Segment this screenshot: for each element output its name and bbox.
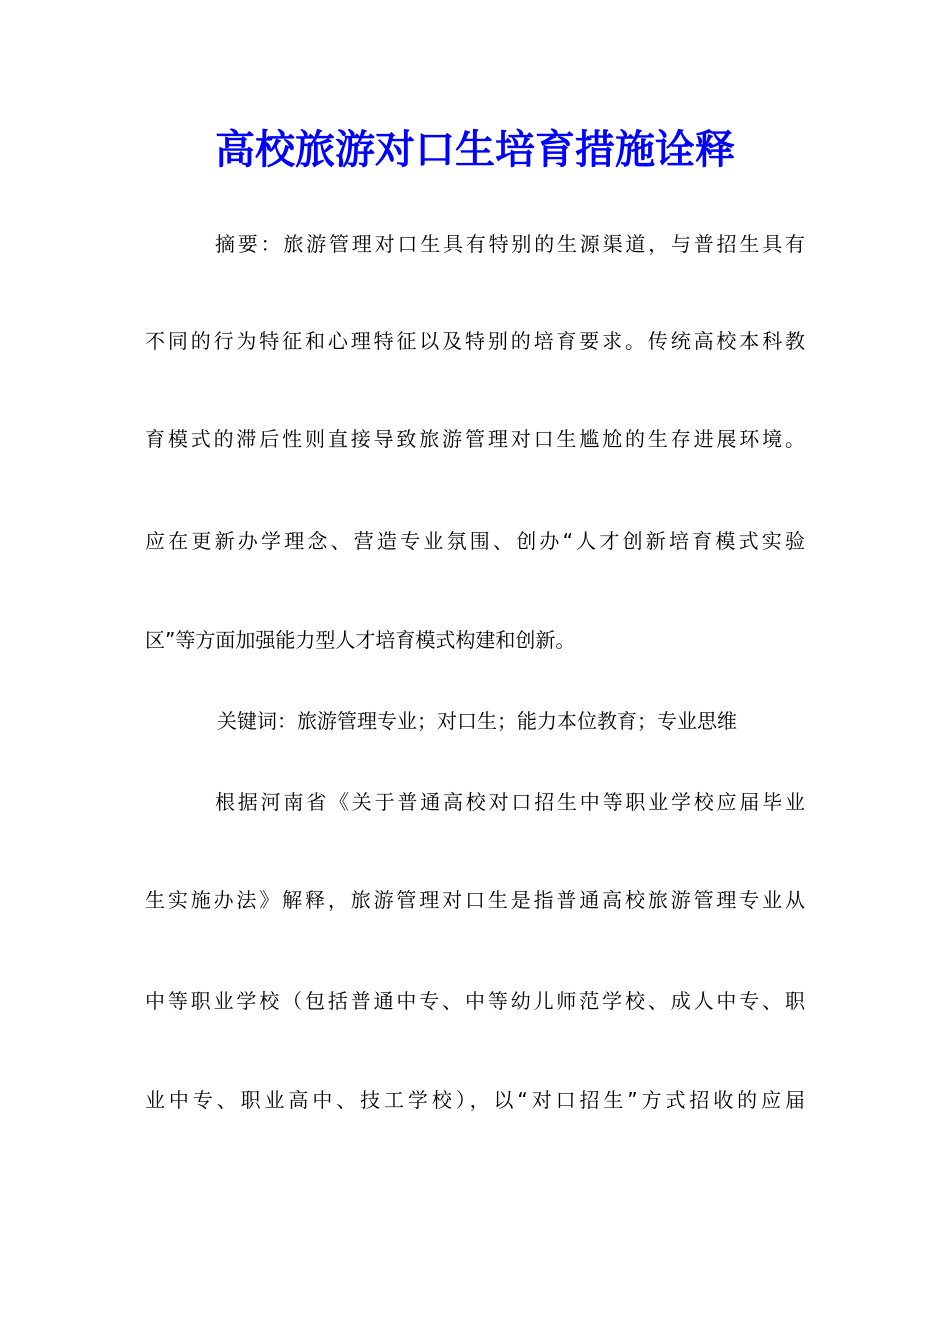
document-title: 高校旅游对口生培育措施诠释 [215, 126, 735, 173]
abstract-line-2: 不同的行为特征和心理特征以及特别的培育要求。传统高校本科教 [145, 329, 805, 353]
body-line-3: 中等职业学校（包括普通中专、中等幼儿师范学校、成人中专、职 [145, 989, 805, 1013]
abstract-line-1: 摘要：旅游管理对口生具有特别的生源渠道，与普招生具有 [215, 232, 805, 256]
abstract-line-4: 应在更新办学理念、营造专业氛围、创办“人才创新培育模式实验 [145, 529, 805, 553]
abstract-line-5: 区”等方面加强能力型人才培育模式构建和创新。 [145, 628, 576, 652]
body-line-2: 生实施办法》解释，旅游管理对口生是指普通高校旅游管理专业从 [145, 888, 805, 912]
body-line-1: 根据河南省《关于普通高校对口招生中等职业学校应届毕业 [215, 790, 805, 814]
keywords-line: 关键词：旅游管理专业；对口生；能力本位教育；专业思维 [217, 709, 737, 733]
abstract-line-3: 育模式的滞后性则直接导致旅游管理对口生尴尬的生存进展环境。 [145, 427, 805, 451]
body-line-4: 业中专、职业高中、技工学校），以“对口招生”方式招收的应届 [145, 1088, 805, 1112]
